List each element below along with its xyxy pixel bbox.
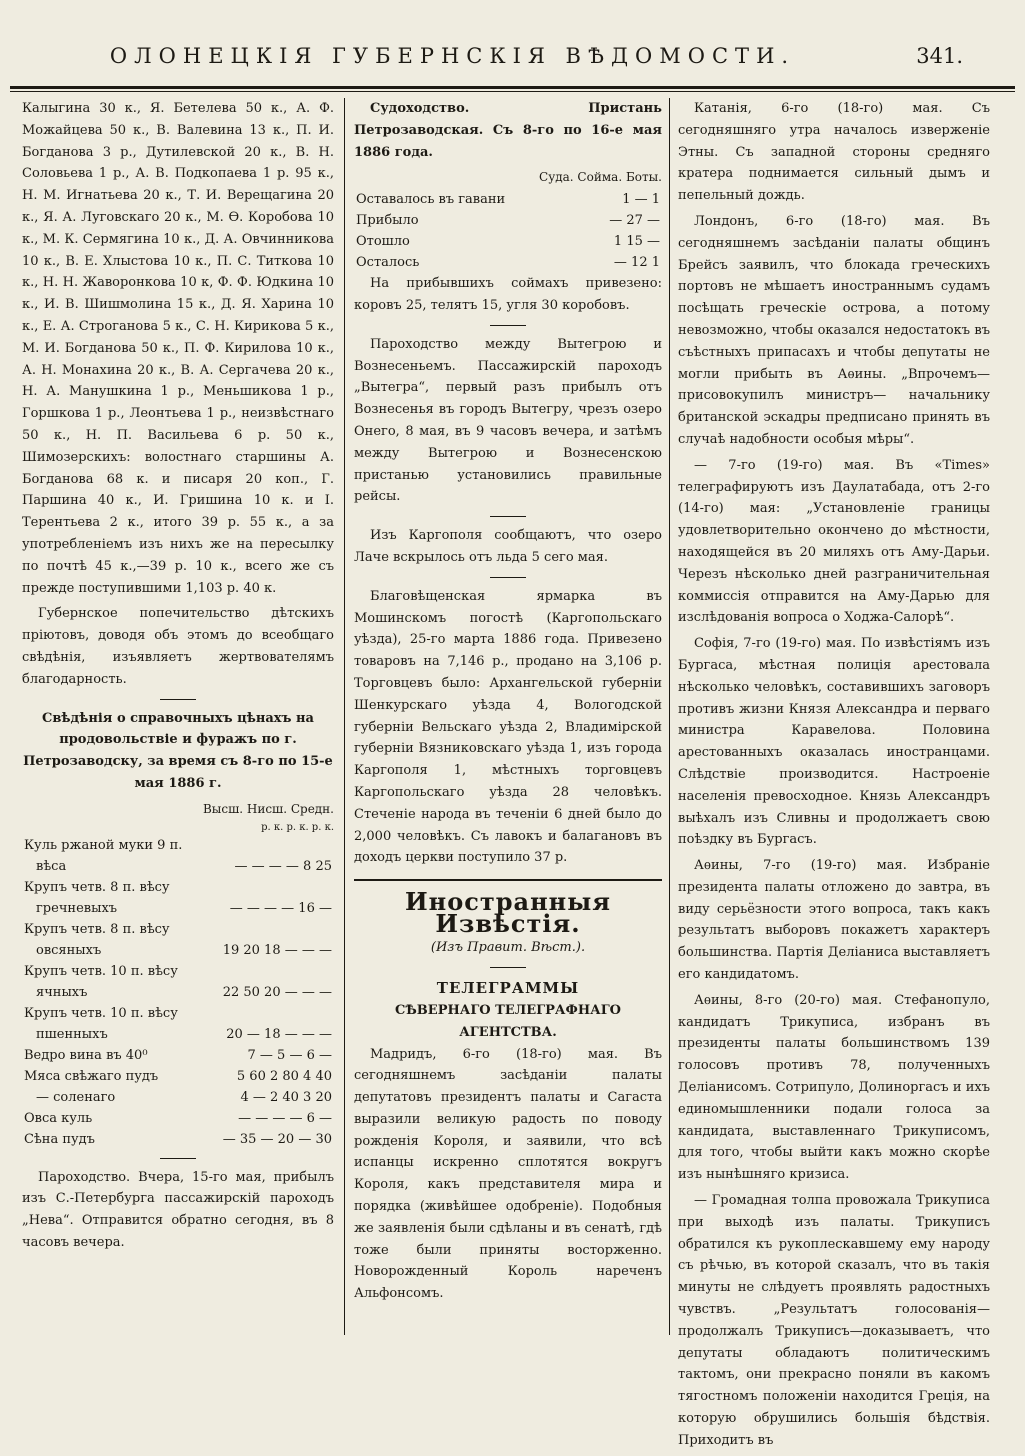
table-row bbox=[22, 856, 334, 877]
shipping-header: Суда. Сойма. Боты. bbox=[539, 170, 662, 185]
shipping-table bbox=[354, 189, 662, 273]
london-article: Лондонъ, 6-го (18-го) мая. Въ сегодняшнемъ засѣданіи палаты общинъ Брейсъ заявилъ, что блокада греческихъ портовъ не мѣшаетъ иностраннымъ судамъ посѣщать греческіе острова, а потому невозможно, чтобы оказался недостатокъ въ съѣстныхъ припасахъ и чтобы депутаты не могли прибыть въ Аѳины. „Впрочемъ—присовокупилъ министръ— начальнику британской эскадры предписано принять въ случаѣ надобности особыя мѣры“. bbox=[678, 213, 990, 447]
trustee-notice: Губернское попечительство дѣтскихъ пріютовъ, доводя объ этомъ до всеобщаго свѣдѣнія, изъявляетъ жертвователямъ благодарность. bbox=[22, 606, 334, 687]
row-values: 7 — 5 — 6 — bbox=[247, 1047, 332, 1063]
row-name: гречневыхъ bbox=[36, 900, 118, 916]
athens-article-1: Аѳины, 7-го (19-го) мая. Избраніе президента палаты отложено до завтра, въ виду серьёзности этого вопроса, такъ какъ результатъ выборовъ покажетъ характеръ большинства. Партія Деліаниса выставляетъ его кандидатомъ. bbox=[678, 858, 990, 983]
column-left bbox=[22, 98, 334, 1258]
row-values: — — — — 6 — bbox=[238, 1110, 332, 1126]
header-rule bbox=[10, 86, 1015, 92]
shipping-title: Судоходство. Пристань Петрозаводская. Съ 8-го по 16-е мая 1886 года. bbox=[354, 101, 662, 160]
table-row bbox=[354, 189, 662, 210]
shipping-note: На прибывшихъ соймахъ привезено: коровъ 25, телятъ 15, угля 30 коробовъ. bbox=[354, 276, 662, 313]
table-row bbox=[22, 919, 334, 940]
agency-heading: СѢВЕРНАГО ТЕЛЕГРАФНАГО АГЕНТСТВА. bbox=[395, 1002, 621, 1040]
table-row bbox=[22, 835, 334, 856]
separator bbox=[160, 1158, 196, 1159]
table-row bbox=[354, 231, 662, 252]
table-row bbox=[22, 898, 334, 919]
column-divider bbox=[669, 98, 670, 1335]
row-name: вѣса bbox=[36, 858, 67, 874]
row-values: — 27 — bbox=[609, 213, 660, 229]
row-name: Отошло bbox=[356, 234, 410, 250]
row-values: 20 — 18 — — — bbox=[226, 1026, 332, 1042]
separator bbox=[490, 325, 526, 326]
madrid-article: Мадридъ, 6-го (18-го) мая. Въ сегодняшнемъ засѣданіи палаты депутатовъ президентъ палаты и Сагаста выразили великую радость по поводу рожденія Короля, и заявили, что всѣ испанцы искренно сплотятся вокругъ Короля, какъ представителя мира и порядка (живѣйшее одобреніе). Подобныя же заявленія были сдѣланы и въ сенатѣ, гдѣ тоже были приняты восторженно. Новорожденный Король нареченъ Альфонсомъ. bbox=[354, 1046, 662, 1302]
prices-units: р. к. р. к. р. к. bbox=[261, 821, 334, 833]
prices-title: Свѣдѣнія о справочныхъ цѣнахъ на продовольствіе и фуражъ по г. Петрозаводску, за время съ 8-го по 15-е мая 1886 г. bbox=[23, 710, 333, 791]
table-row bbox=[354, 252, 662, 273]
page-header bbox=[12, 36, 1013, 76]
table-row bbox=[22, 1024, 334, 1045]
row-name: овсяныхъ bbox=[36, 942, 102, 958]
crowd-article: — Громадная толпа провожала Трикуписа при выходѣ изъ палаты. Трикуписъ обратился къ рукоплескавшему ему народу съ рѣчью, въ которой сказалъ, что въ такія минуты не слѣдуетъ проявлять радостныхъ чувствъ. „Результатъ голосованія—продолжалъ Трикуписъ—доказываетъ, что депутаты обладаютъ политическимъ тактомъ, они прекрасно поняли въ какомъ тягостномъ положеніи находится Греція, на которую обрушились большія бѣдствія. Приходитъ въ bbox=[678, 1193, 990, 1448]
row-name: — соленаго bbox=[36, 1089, 116, 1105]
row-name: Куль ржаной муки 9 п. bbox=[24, 837, 183, 853]
row-values bbox=[206, 961, 334, 982]
kargopol-article: Изъ Каргополя сообщаютъ, что озеро Лаче вскрылось отъ льда 5 сего мая. bbox=[354, 528, 662, 565]
row-name: Крупъ четв. 10 п. вѣсу bbox=[24, 1005, 178, 1021]
row-name: Крупъ четв. 8 п. вѣсу bbox=[24, 921, 170, 937]
row-name: Прибыло bbox=[356, 213, 419, 229]
section-heading: Иностранныя Извѣстія. bbox=[405, 887, 611, 938]
row-values: — 12 1 bbox=[613, 255, 660, 271]
table-row bbox=[22, 940, 334, 961]
prices-table bbox=[22, 835, 334, 1150]
table-row bbox=[22, 1066, 334, 1087]
athens-article-2: Аѳины, 8-го (20-го) мая. Стефанопуло, кандидатъ Трикуписа, избранъ въ президенты палаты большинствомъ 139 голосовъ противъ 78, полученныхъ Деліанисомъ. Сотрипуло, Долиноргасъ и ихъ единомышленники подали голоса за кандидата, выставленнаго Трикуписомъ, для того, чтобы выйти какъ можно скорѣе изъ нынѣшняго кризиса. bbox=[678, 992, 990, 1183]
row-values: — — — — 8 25 bbox=[234, 858, 332, 874]
row-values bbox=[206, 835, 334, 856]
table-row bbox=[22, 1003, 334, 1024]
separator bbox=[490, 967, 526, 968]
row-name: Мяса свѣжаго пудъ bbox=[24, 1068, 159, 1084]
row-name: Овса куль bbox=[24, 1110, 93, 1126]
sofia-article: Софія, 7-го (19-го) мая. По извѣстіямъ изъ Бургаса, мѣстная полиція арестовала нѣсколько человѣкъ, составившихъ заговоръ противъ жизни Князя Александра и перваго министра Каравелова. Половина арестованныхъ оказалась иностранцами. Слѣдствіе производится. Настроеніе населенія превосходное. Князь Александръ выѣхалъ изъ Сливны и продолжаетъ свою поѣздку въ Бургасъ. bbox=[678, 636, 990, 848]
table-row bbox=[22, 1087, 334, 1108]
row-values: 1 — 1 bbox=[622, 192, 660, 208]
table-row bbox=[22, 877, 334, 898]
separator bbox=[160, 699, 196, 700]
table-row bbox=[22, 982, 334, 1003]
row-values: 5 60 2 80 4 40 bbox=[236, 1068, 332, 1084]
section-rule bbox=[354, 879, 662, 881]
row-name: Ведро вина въ 40⁰ bbox=[24, 1047, 148, 1063]
row-name: пшенныхъ bbox=[36, 1026, 108, 1042]
row-values bbox=[206, 1003, 334, 1024]
row-values: 4 — 2 40 3 20 bbox=[240, 1089, 332, 1105]
times-article: — 7-го (19-го) мая. Въ «Times» телеграфируютъ изъ Даулатабада, отъ 2-го (14-го) мая: „Установленіе границы удовлетворительно окончено до мѣстности, находящейся въ 20 миляхъ отъ Аму-Дарьи. Черезъ нѣсколько дней разграничительная коммиссія отправится на Аму-Дарью для изслѣдованія вопроса о Ходжа-Салорѣ“. bbox=[678, 457, 990, 626]
column-right bbox=[678, 98, 990, 1456]
catania-article: Катанія, 6-го (18-го) мая. Съ сегодняшняго утра началось изверженіе Этны. Съ западной стороны средняго кратера поднимается сильный дымъ и пепельный дождь. bbox=[678, 101, 990, 204]
table-row bbox=[22, 1045, 334, 1066]
column-divider bbox=[344, 98, 345, 1335]
donor-list: Калыгина 30 к., Я. Бетелева 50 к., А. Ф. Можайцева 50 к., В. Валевина 13 к., П. И. Богданова 3 р., Дутилевской 20 к., В. Н. Соловьева 1 р., А. В. Подкопаева 1 р. 95 к., Н. М. Игнатьева 20 к., Т. И. Верещагина 20 к., Я. А. Луговскаго 20 к., М. Ѳ. Коробова 10 к., М. К. Сермягина 10 к., Д. А. Овчинникова 10 к., В. Е. Хлыстова 10 к., П. С. Титкова 10 к., Н. Н. Жаворонкова 10 к, Ф. Ф. Юдкина 10 к., И. В. Шишмолина 15 к., Д. Я. Харина 10 к., Е. А. Строганова 5 к., С. Н. Кирикова 5 к., М. И. Богданова 50 к., П. Ф. Кирилова 10 к., А. Н. Монахина 20 к., В. А. Сергачева 20 к., Н. А. Манушкина 1 р., Меньшикова 1 р., Горшкова 1 р., Леонтьева 1 р., неизвѣстнаго 50 к., Н. П. Васильева 6 р. 50 к., Шимозерскихъ: волостнаго старшины А. Богданова 68 к. и писаря 20 коп., Г. Паршина 40 к., И. Гришина 10 к. и І. Терентьева 2 к., итого 39 р. 55 к., а за употребленіемъ изъ нихъ же на пересылку по почтѣ 45 к.,—39 р. 10 к., всего же съ прежде поступившими 1,103 р. 40 к. bbox=[22, 101, 334, 596]
telegrams-heading: ТЕЛЕГРАММЫ bbox=[436, 978, 580, 997]
table-row bbox=[22, 961, 334, 982]
row-name: Осталось bbox=[356, 255, 420, 271]
fair-article: Благовѣщенская ярмарка въ Мошинскомъ погостѣ (Каргопольскаго уѣзда), 25-го марта 1886 года. Привезено товаровъ на 7,146 р., продано на 3,106 р. Торговцевъ было: Архангельской губерніи Шенкурскаго уѣзда 4, Вологодской губерніи Вельскаго уѣзда 2, Владимірской губерніи Вязниковскаго уѣзда 1, изъ города Каргополя 1, мѣстныхъ торговцевъ Каргопольскаго уѣзда 28 человѣкъ. Стеченіе народа въ теченіи 6 дней было до 2,000 человѣкъ. Съ лавокъ и балагановъ въ доходъ церкви поступило 37 р. bbox=[354, 588, 662, 866]
row-name: Крупъ четв. 8 п. вѣсу bbox=[24, 879, 170, 895]
row-name: ячныхъ bbox=[36, 984, 88, 1000]
row-values: — 35 — 20 — 30 bbox=[222, 1131, 332, 1147]
row-name: Сѣна пудъ bbox=[24, 1131, 95, 1147]
row-values: 22 50 20 — — — bbox=[222, 984, 332, 1000]
row-name: Крупъ четв. 10 п. вѣсу bbox=[24, 963, 178, 979]
prices-header: Высш. Нисш. Средн. bbox=[202, 801, 334, 816]
row-values bbox=[206, 919, 334, 940]
row-values bbox=[206, 877, 334, 898]
row-values: — — — — 16 — bbox=[229, 900, 332, 916]
row-name: Оставалось въ гавани bbox=[356, 192, 506, 208]
table-row bbox=[22, 1108, 334, 1129]
separator bbox=[490, 577, 526, 578]
column-middle bbox=[354, 98, 662, 1309]
table-row bbox=[22, 1129, 334, 1150]
steamship-neva: Пароходство. Вчера, 15-го мая, прибылъ изъ С.-Петербурга пассажирскій пароходъ „Нева“. Отправится обратно сегодня, въ 8 часовъ вечера. bbox=[22, 1169, 334, 1250]
row-values: 19 20 18 — — — bbox=[222, 942, 332, 958]
separator bbox=[490, 516, 526, 517]
page-number: 341. bbox=[916, 44, 963, 68]
row-values: 1 15 — bbox=[613, 234, 660, 250]
vytegra-article: Пароходство между Вытегрою и Вознесеньемъ. Пассажирскій пароходъ „Вытегра“, первый разъ прибылъ отъ Вознесенья въ городъ Вытегру, чрезъ озеро Онего, 8 мая, въ 9 часовъ вечера, и затѣмъ между Вытегрою и Вознесенскою пристанью установились правильные рейсы. bbox=[354, 336, 662, 505]
table-row bbox=[354, 210, 662, 231]
source-note: (Изъ Правит. Вѣст.). bbox=[430, 939, 586, 955]
newspaper-title: ОЛОНЕЦКІЯ ГУБЕРНСКІЯ ВѢДОМОСТИ. bbox=[109, 44, 796, 68]
